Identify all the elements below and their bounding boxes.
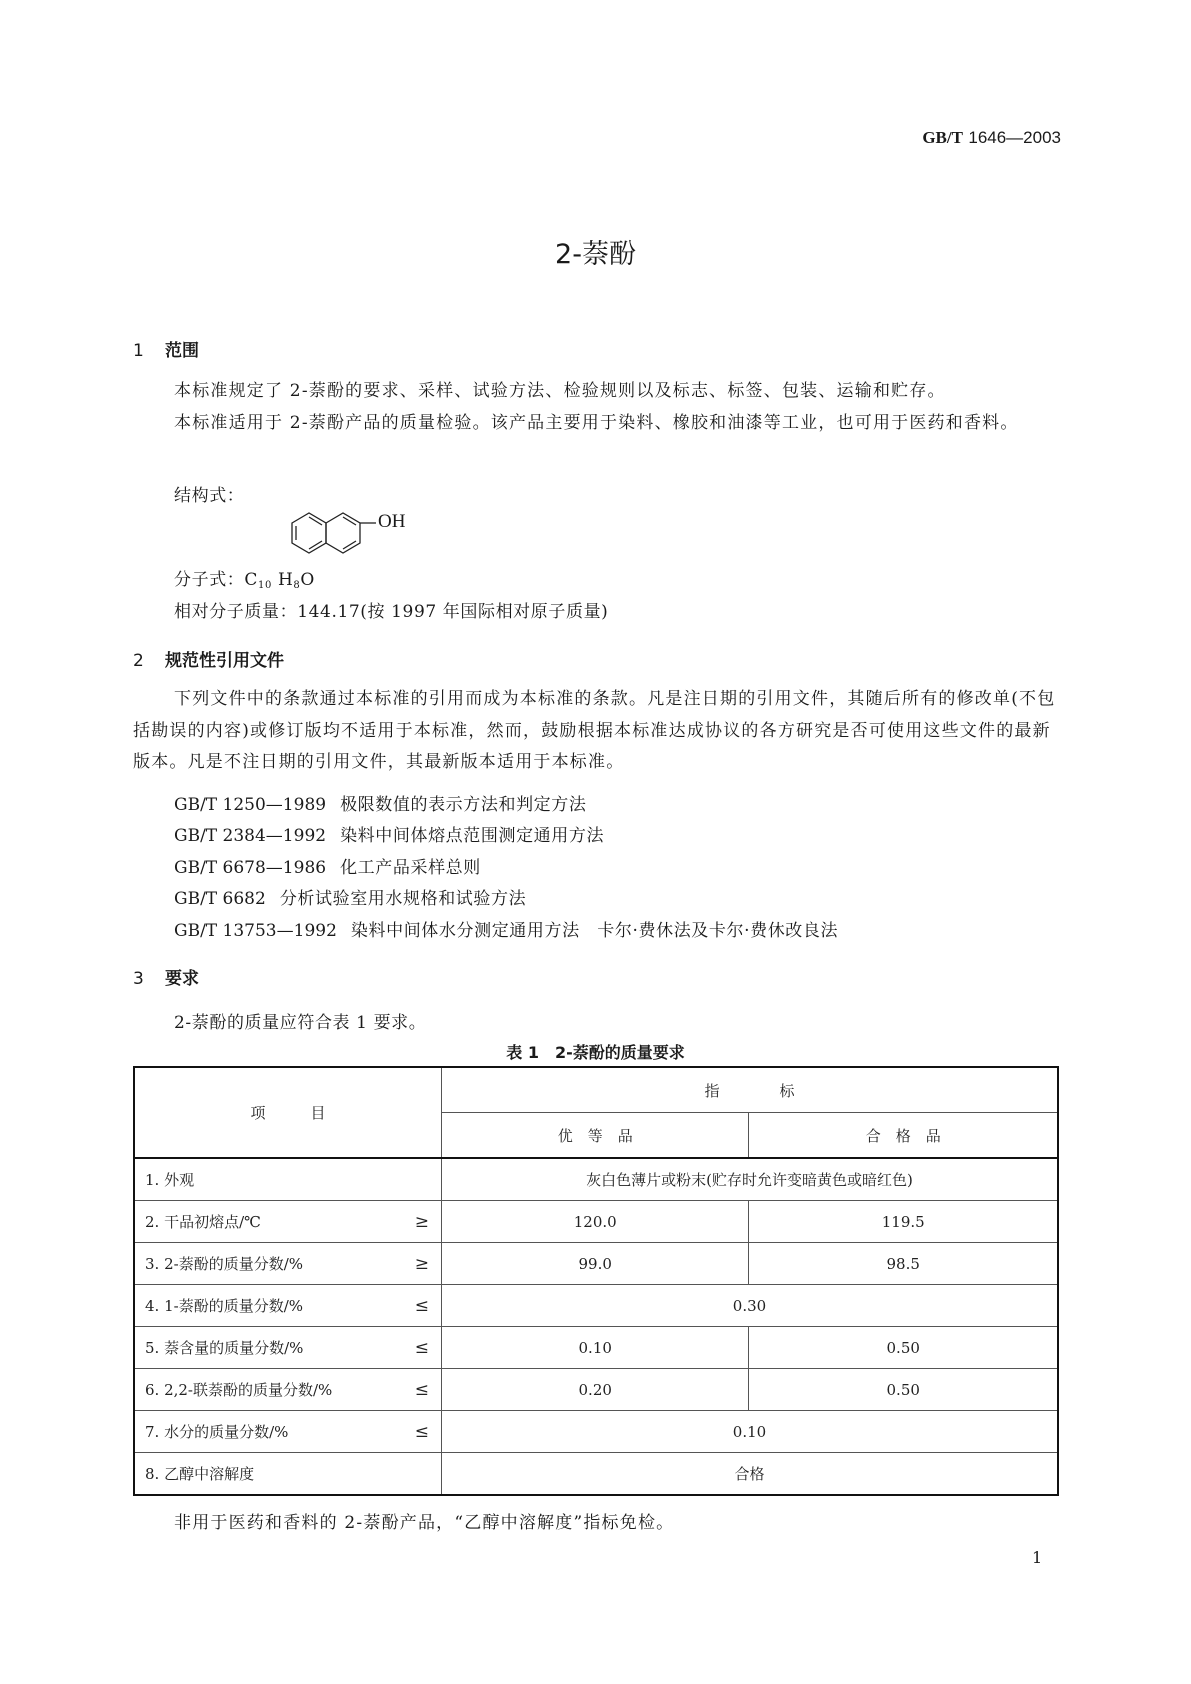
table-row [134, 1453, 1058, 1496]
section-number: 1 [133, 341, 144, 361]
reference-code: GB/T 6682 [174, 889, 266, 909]
naphthol-structure [290, 508, 430, 572]
formula-c: C [244, 570, 259, 590]
relation-symbol: ≥ [414, 1211, 429, 1232]
section-3-heading [133, 964, 199, 989]
row-value-qualified: 0.50 [749, 1369, 1058, 1411]
reference-code: GB/T 1250—1989 [174, 795, 327, 815]
table-row [134, 1369, 1058, 1411]
table-row [134, 1411, 1058, 1453]
row-value: 合格 [442, 1453, 1059, 1496]
formula-h: H [277, 570, 294, 590]
molecular-formula [174, 565, 315, 591]
section-title: 范围 [165, 341, 199, 361]
table-row [134, 1285, 1058, 1327]
row-value-qualified: 0.50 [749, 1327, 1058, 1369]
paragraph: 下列文件中的条款通过本标准的引用而成为本标准的条款。凡是注日期的引用文件，其随后所有的修改单(不包括勘误的内容)或修订版均不适用于本标准，然而，鼓励根据本标准达成协议的各方研究是否可使用这些文件的最新版本。凡是不注日期的引用文件，其最新版本适用于本标准。 [133, 689, 1056, 772]
page-number: 1 [1032, 1548, 1043, 1567]
row-item: 1. 外观 [134, 1158, 442, 1201]
reference-item [174, 853, 481, 878]
relation-symbol: ≤ [414, 1379, 429, 1400]
row-item: 4. 1-萘酚的质量分数/% ≤ [134, 1285, 442, 1327]
row-value: 0.10 [442, 1411, 1059, 1453]
formula-label: 分子式： [174, 570, 245, 590]
formula-h-sub: 8 [293, 580, 301, 591]
structure-label: 结构式： [174, 486, 245, 506]
row-value: 0.30 [442, 1285, 1059, 1327]
table-row [134, 1327, 1058, 1369]
row-item: 8. 乙醇中溶解度 [134, 1453, 442, 1496]
header-grade-qualified: 合 格 品 [749, 1113, 1058, 1159]
relation-symbol: ≤ [414, 1421, 429, 1442]
relation-symbol: ≤ [414, 1295, 429, 1316]
row-value-premium: 99.0 [442, 1243, 749, 1285]
reference-item [174, 821, 604, 846]
section-number: 3 [133, 969, 144, 989]
relation-symbol: ≤ [414, 1337, 429, 1358]
reference-title: 化工产品采样总则 [340, 858, 481, 878]
row-value-qualified: 119.5 [749, 1201, 1058, 1243]
reference-item [174, 790, 586, 815]
row-value-qualified: 98.5 [749, 1243, 1058, 1285]
header-item: 项 目 [134, 1067, 442, 1158]
reference-item [174, 884, 526, 909]
quality-requirements-table [133, 1066, 1059, 1496]
hydroxyl-group: OH [378, 511, 406, 532]
header-grade-premium: 优 等 品 [442, 1113, 749, 1159]
naphthol-structure-icon [290, 508, 430, 568]
relation-symbol: ≥ [414, 1253, 429, 1274]
reference-item [174, 916, 838, 941]
row-item: 2. 干品初熔点/℃ ≥ [134, 1201, 442, 1243]
formula-o: O [300, 570, 315, 590]
reference-code: GB/T 13753—1992 [174, 921, 337, 941]
reference-code: GB/T 6678—1986 [174, 858, 327, 878]
reference-title: 染料中间体熔点范围测定通用方法 [340, 826, 605, 846]
row-value: 灰白色薄片或粉末(贮存时允许变暗黄色或暗红色) [442, 1158, 1059, 1201]
section-1-heading [133, 336, 199, 361]
row-item: 5. 萘含量的质量分数/% ≤ [134, 1327, 442, 1369]
table-row [134, 1201, 1058, 1243]
paragraph: 本标准适用于 2-萘酚产品的质量检验。该产品主要用于染料、橡胶和油漆等工业，也可用于医药和香料。 [174, 413, 1019, 433]
standard-number: 1646—2003 [968, 128, 1061, 147]
section-number: 2 [133, 651, 144, 671]
reference-title: 极限数值的表示方法和判定方法 [340, 795, 587, 815]
section-2-heading [133, 646, 284, 671]
table-footnote: 非用于医药和香料的 2-萘酚产品，“乙醇中溶解度”指标免检。 [174, 1513, 675, 1533]
table-row [134, 1243, 1058, 1285]
reference-title: 染料中间体水分测定通用方法 卡尔·费休法及卡尔·费休改良法 [350, 921, 839, 941]
row-item: 7. 水分的质量分数/% ≤ [134, 1411, 442, 1453]
paragraph: 本标准规定了 2-萘酚的要求、采样、试验方法、检验规则以及标志、标签、包装、运输和贮存。 [174, 381, 946, 401]
reference-code: GB/T 2384—1992 [174, 826, 327, 846]
row-item: 6. 2,2-联萘酚的质量分数/% ≤ [134, 1369, 442, 1411]
paragraph: 2-萘酚的质量应符合表 1 要求。 [174, 1013, 427, 1033]
header-index: 指 标 [442, 1067, 1059, 1113]
standard-header [922, 128, 1061, 148]
molecular-mass: 相对分子质量：144.17(按 1997 年国际相对原子质量) [174, 602, 609, 622]
section-title: 规范性引用文件 [165, 651, 284, 671]
row-value-premium: 120.0 [442, 1201, 749, 1243]
section-title: 要求 [165, 969, 199, 989]
row-value-premium: 0.20 [442, 1369, 749, 1411]
table-caption: 表 1 2-萘酚的质量要求 [506, 1043, 685, 1062]
document-title: 2-萘酚 [555, 239, 636, 270]
standard-prefix: GB/T [922, 128, 963, 147]
row-item: 3. 2-萘酚的质量分数/% ≥ [134, 1243, 442, 1285]
table-row [134, 1158, 1058, 1201]
row-value-premium: 0.10 [442, 1327, 749, 1369]
reference-title: 分析试验室用水规格和试验方法 [279, 889, 527, 909]
formula-c-sub: 10 [258, 580, 272, 591]
